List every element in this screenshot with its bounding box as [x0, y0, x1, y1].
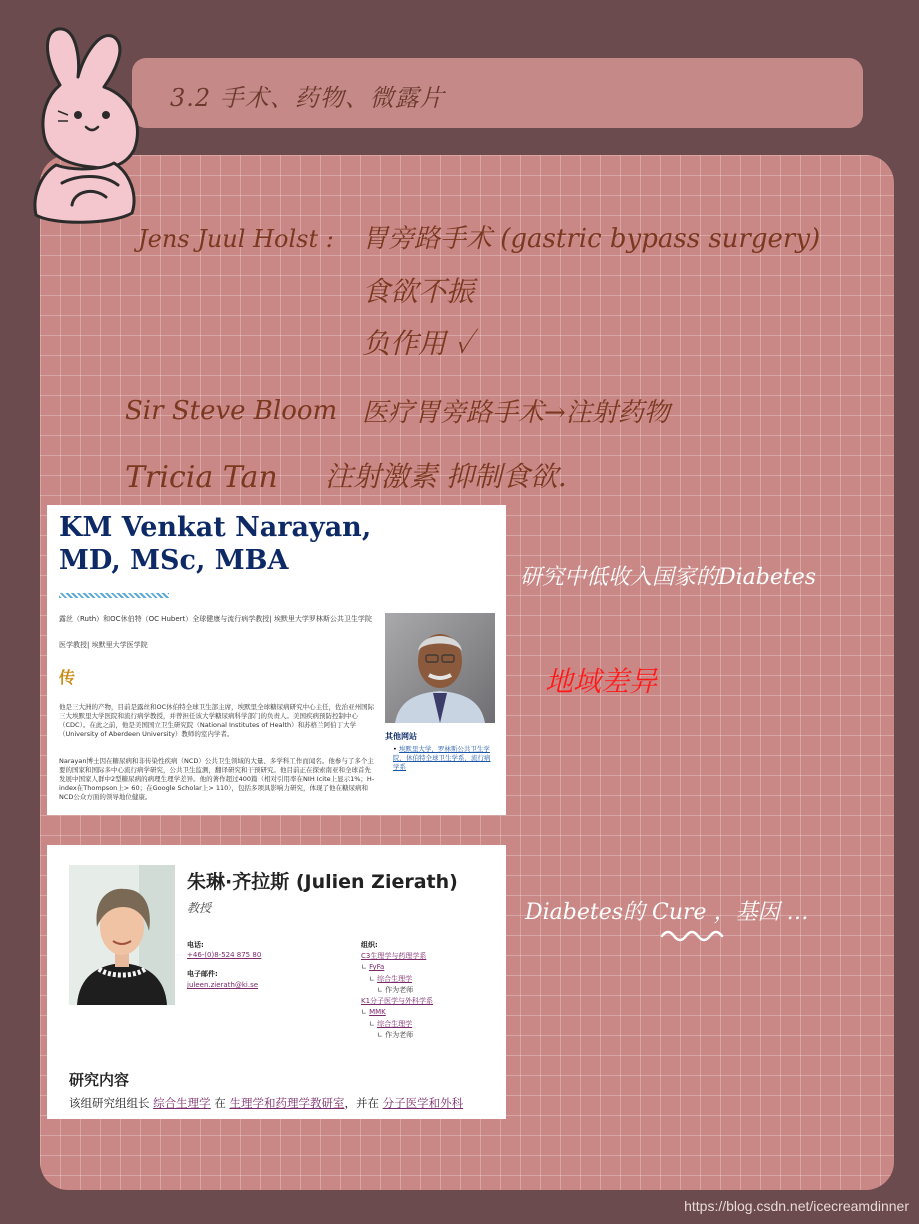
- profile-name: [59, 511, 371, 577]
- profile-affiliation-1: 露丝（Ruth）和OC休伯特（OC Hubert）全球健康与流行病学教授| 埃默里大学罗林斯公共卫生学院: [59, 615, 372, 623]
- research-link-physiology-dept[interactable]: 生理学和药理学教研室: [229, 1096, 345, 1110]
- org-tree: [361, 951, 433, 1041]
- tree-branch-icon: ∟: [361, 1008, 370, 1017]
- research-link-integrative[interactable]: 综合生理学: [153, 1096, 211, 1110]
- tree-branch-icon: ∟: [361, 963, 370, 972]
- org-label: 组织:: [361, 941, 378, 949]
- profile-card-zierath: [47, 845, 506, 1119]
- research-link-molecular-medicine[interactable]: 分子医学和外科: [382, 1096, 464, 1110]
- profile-name-zierath: 朱琳·齐拉斯 (Julien Zierath): [187, 871, 458, 893]
- note-holst-text: 胃旁路手术 (gastric bypass surgery): [362, 224, 821, 254]
- note-bloom-name: Sir Steve Bloom: [125, 396, 338, 426]
- tree-branch-icon: ∟: [369, 1019, 378, 1028]
- profile-photo-narayan: [385, 613, 495, 723]
- org-link-k1[interactable]: K1分子医学与外科学系: [361, 997, 434, 1006]
- bio-paragraph-2: Narayan博士因在糖尿病和非传染性疾病（NCD）公共卫生领域的大量、多学科工作而闻名。他参与了多个主要的国家和国际多中心流行病学研究，公共卫生监测，翻译研究和干预研究。他目前正在探索南亚和全球首先发展中国家人群中2型糖尿病的病理生理学差异。他的著作超过400篇（相对引用率在NIH Icite上显示1%；H-index在Thompson上> 60；在Google Scholar上> 110），包括多项具影响力研究，体现了他在糖尿病和NCD公众方面的领导地位健康。: [59, 757, 375, 801]
- research-text-2: 在: [214, 1096, 226, 1110]
- org-role-2: 作为老师: [385, 1031, 414, 1040]
- note-tan-name: Tricia Tan: [125, 460, 278, 495]
- phone-label: 电话:: [187, 941, 204, 949]
- profile-name-line-1: KM Venkat Narayan,: [59, 512, 372, 543]
- note-tan-text: 注射激素 抑制食欲.: [325, 460, 567, 493]
- note-bloom-text: 医疗胃旁路手术→注射药物: [362, 398, 670, 428]
- tree-branch-icon: ∟: [377, 985, 386, 994]
- tree-branch-icon: ∟: [377, 1031, 386, 1040]
- note-line-3: 负作用 ✓: [362, 327, 473, 360]
- watermark-url: https://blog.csdn.net/icecreamdinner: [684, 1198, 909, 1214]
- research-heading: 研究内容: [69, 1071, 130, 1089]
- org-link-c3[interactable]: C3生理学与药理学系: [361, 952, 427, 960]
- phone-link[interactable]: +46-(0)8-524 875 80: [187, 951, 262, 959]
- tree-branch-icon: ∟: [369, 974, 378, 983]
- research-text-1: 该组研究组组长: [69, 1096, 150, 1110]
- org-link-fyfa[interactable]: FyFa: [369, 963, 385, 972]
- other-sites-label: 其他网站: [385, 732, 417, 741]
- org-link-mmk[interactable]: MMK: [369, 1008, 386, 1017]
- profile-affiliation-2: 医学教授| 埃默里大学医学院: [59, 641, 148, 649]
- note-holst-name: Jens Juul Holst :: [138, 225, 334, 253]
- profile-photo-zierath: [69, 865, 175, 1005]
- org-link-integrative-physiology-1[interactable]: 综合生理学: [377, 974, 413, 983]
- org-link-integrative-physiology-2[interactable]: 综合生理学: [377, 1019, 413, 1028]
- other-sites-item: [393, 745, 493, 772]
- side-note-regional-difference: 地域差异: [545, 665, 658, 698]
- org-role-1: 作为老师: [385, 985, 414, 994]
- note-line-2: 食欲不振: [362, 275, 475, 308]
- profile-name-line-2: MD, MSc, MBA: [59, 545, 289, 576]
- research-text-3: ，并在: [344, 1096, 379, 1110]
- squiggle-underline-icon: [660, 928, 730, 942]
- decorative-divider: [59, 593, 169, 598]
- profile-card-narayan: [47, 505, 506, 815]
- page-title: 3.2 手术、药物、微露片: [170, 84, 445, 112]
- bullet-icon: •: [393, 745, 399, 753]
- side-note-research: 研究中低收入国家的Diabetes: [520, 565, 817, 590]
- email-label: 电子邮件:: [187, 970, 218, 978]
- profile-role: 教授: [187, 901, 212, 915]
- email-link[interactable]: juleen.zierath@ki.se: [187, 981, 259, 989]
- other-sites-link[interactable]: 埃默里大学，罗林斯公共卫生学院，休伯特全球卫生学系，流行病学系: [393, 745, 491, 771]
- research-text: [69, 1095, 463, 1111]
- bio-paragraph-1: 他是三大洲的产物，目前是露丝和OC休伯特全球卫生部主席，埃默里全球糖尿病研究中心主任，佐治亚州国际三大埃默里大学医院和流行病学教授，并曾担任该大学糖尿病科学部门的负责人。美国疾病预防控制中心（CDC）。在此之前，他是美国国立卫生研究院（National Institutes of Health）和苏格兰阿伯丁大学（University of Aberdeen University）教师的室内学者。: [59, 703, 375, 738]
- bio-heading: 传: [59, 668, 76, 687]
- bunny-sticker-icon: [22, 15, 152, 230]
- side-note-diabetes-cure: Diabetes的 Cure ，基因 …: [525, 900, 809, 925]
